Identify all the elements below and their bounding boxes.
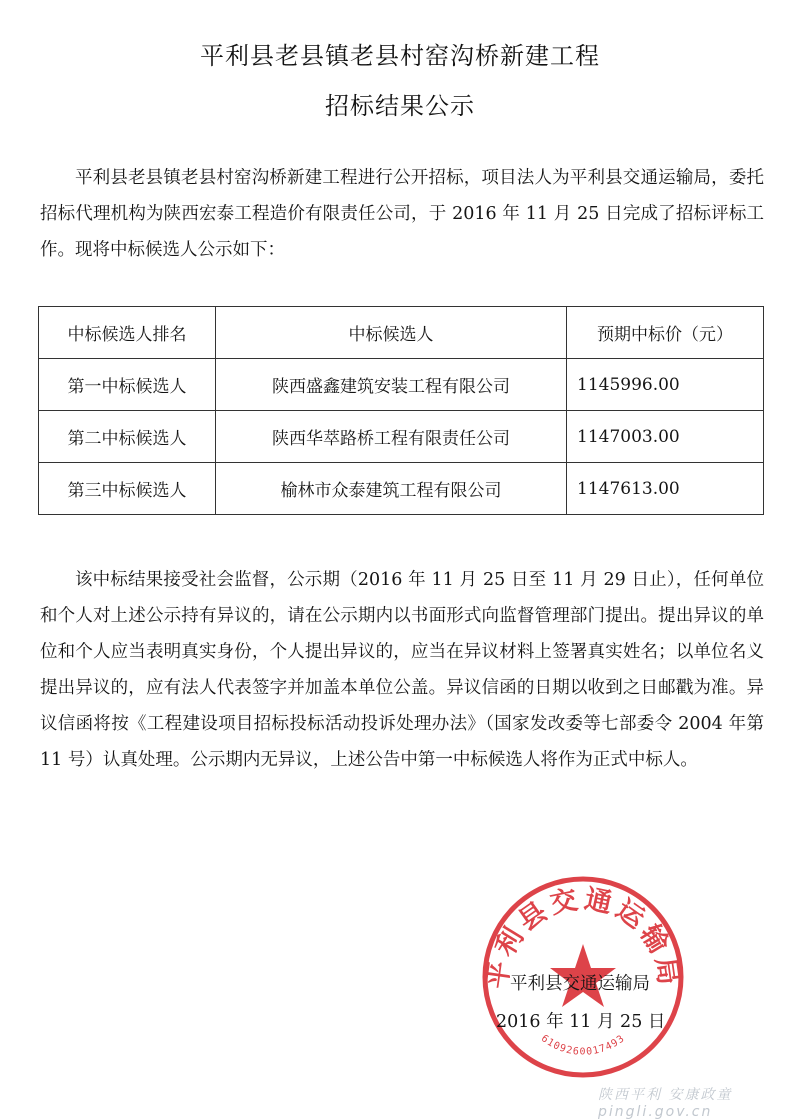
svg-text:6109260017493: 6109260017493 <box>538 1033 628 1058</box>
header-company: 中标候选人 <box>216 307 567 359</box>
site-watermark: 陕西平利 安康政童 pingli.gov.cn <box>598 1087 733 1120</box>
cell-company: 陕西华萃路桥工程有限责任公司 <box>216 411 567 463</box>
cell-rank: 第三中标候选人 <box>39 463 216 515</box>
cell-price: 1147613.00 <box>567 463 764 515</box>
svg-text:平利县交通运输局: 平利县交通运输局 <box>481 883 685 991</box>
bid-result-table <box>38 306 764 515</box>
header-rank: 中标候选人排名 <box>39 307 216 359</box>
table-header-row <box>39 307 764 359</box>
signature-date: 2016 年 11 月 25 日 <box>496 1012 666 1032</box>
cell-company: 陕西盛鑫建筑安装工程有限公司 <box>216 359 567 411</box>
header-price: 预期中标价（元） <box>567 307 764 359</box>
document-subtitle: 招标结果公示 <box>325 92 475 120</box>
table-row <box>39 463 764 515</box>
signature-organization: 平利县交通运输局 <box>510 974 650 994</box>
table-row <box>39 359 764 411</box>
cell-price: 1147003.00 <box>567 411 764 463</box>
document-title: 平利县老县镇老县村窑沟桥新建工程 <box>200 42 600 70</box>
table-row <box>39 411 764 463</box>
cell-rank: 第一中标候选人 <box>39 359 216 411</box>
notice-paragraph: 该中标结果接受社会监督，公示期（2016 年 11 月 25 日至 11 月 29 日止），任何单位和个人对上述公示持有异议的，请在公示期内以书面形式向监督管理部门提出。提出异议的单位和个人应当表明真实身份，个人提出异议的，应当在异议材料上签署真实姓名；以单位名义提出异议的，应有法人代表签字并加盖本单位公盖。异议信函的日期以收到之日邮戳为准。异议信函将按《工程建设项目招标投标活动投诉处理办法》（国家发改委等七部委令 2004 年第 11 号）认真处理。公示期内无异议，上述公告中第一中标候选人将作为正式中标人。 <box>40 570 764 770</box>
cell-price: 1145996.00 <box>567 359 764 411</box>
cell-company: 榆林市众泰建筑工程有限公司 <box>216 463 567 515</box>
cell-rank: 第二中标候选人 <box>39 411 216 463</box>
intro-paragraph: 平利县老县镇老县村窑沟桥新建工程进行公开招标，项目法人为平利县交通运输局，委托招标代理机构为陕西宏泰工程造价有限责任公司，于 2016 年 11 月 25 日完成了招标评标工作。现将中标候选人公示如下： <box>40 168 764 260</box>
